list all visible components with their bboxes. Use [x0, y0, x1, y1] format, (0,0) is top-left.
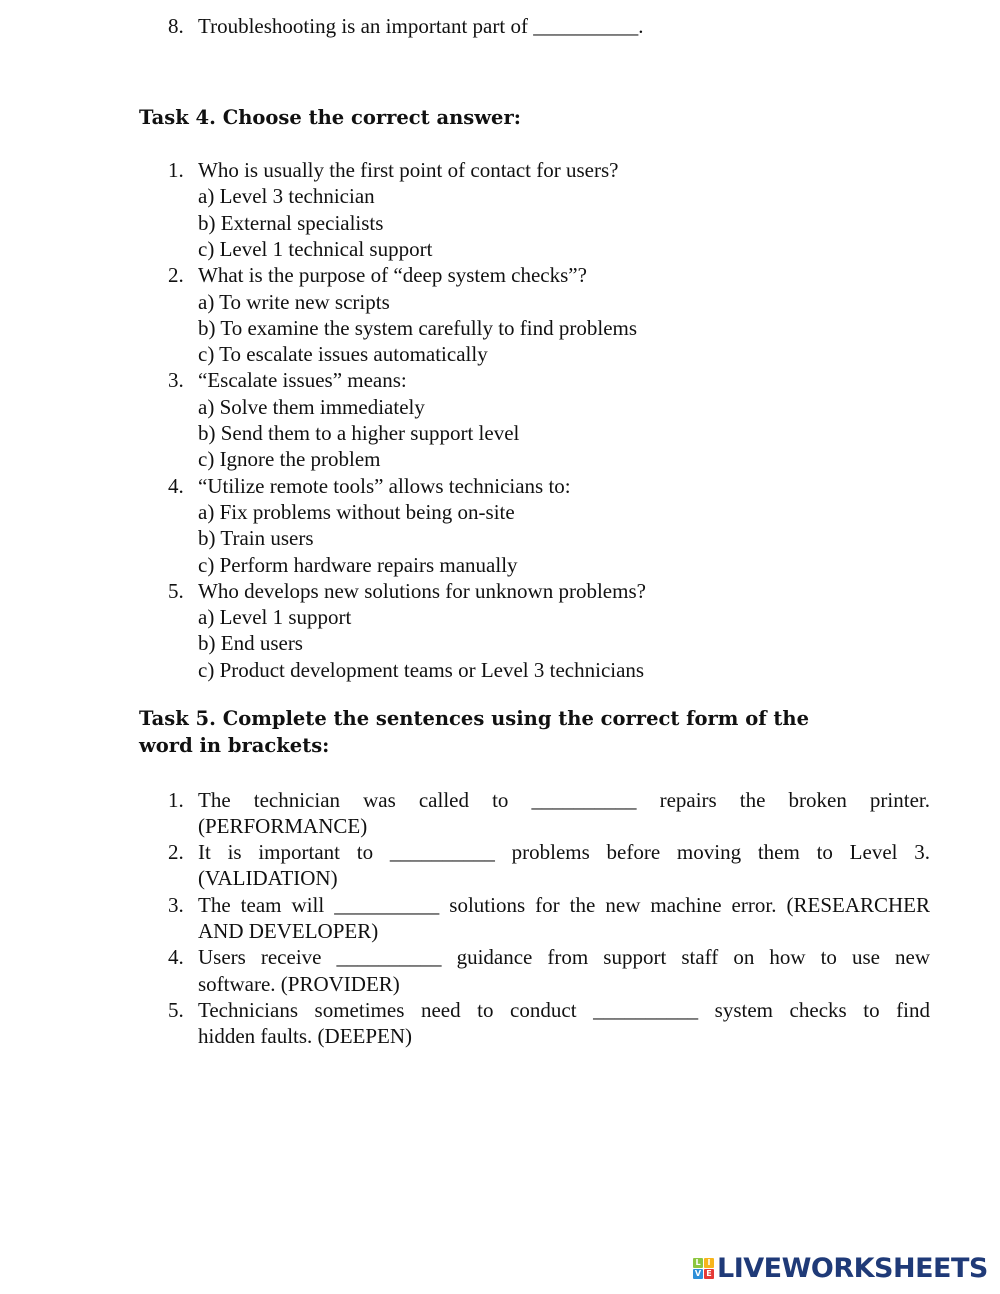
answer-option-text: c) Level 1 technical support — [198, 236, 433, 261]
answer-option-text: b) Send them to a higher support level — [198, 421, 520, 445]
answer-option-text: a) Fix problems without being on-site — [198, 499, 515, 524]
answer-option-text: a) Solve them immediately — [198, 394, 425, 419]
question-text: What is the purpose of “deep system checks”? — [198, 263, 587, 288]
item-number: 1. — [168, 158, 184, 182]
logo-text: LIVEWORKSHEETS — [717, 1253, 988, 1284]
question-text: “Utilize remote tools” allows technicians to: — [198, 473, 571, 498]
sentence-continuation-text: AND DEVELOPER) — [198, 919, 379, 943]
question-text: Who develops new solutions for unknown problems? — [198, 578, 646, 603]
item-number: 2. — [168, 840, 184, 865]
item-number: 2. — [168, 263, 184, 288]
task5-heading — [139, 705, 939, 759]
item-text: Troubleshooting is an important part of __________. — [198, 14, 644, 38]
logo-tile: V — [694, 1269, 702, 1278]
sentence-continuation-text: (PERFORMANCE) — [198, 813, 368, 838]
answer-option-text: b) End users — [198, 631, 303, 656]
answer-option-text: a) Level 3 technician — [198, 184, 375, 209]
sentence-continuation-text: hidden faults. (DEEPEN) — [198, 1024, 413, 1049]
sentence-continuation-text: (VALIDATION) — [198, 866, 338, 891]
item-number: 4. — [168, 473, 184, 498]
task5-heading-line2: word in brackets: — [139, 734, 330, 757]
question-text: Who is usually the first point of contact for users? — [198, 158, 619, 182]
logo-tile: L — [693, 1258, 703, 1268]
item-number: 3. — [168, 892, 184, 917]
sentence-text: The team will __________ solutions for the new machine error. (RESEARCHER — [198, 892, 930, 917]
item-number: 5. — [168, 997, 184, 1022]
logo-tile: I — [704, 1258, 714, 1268]
task4-heading: Task 4. Choose the correct answer: — [139, 106, 521, 129]
item-number: 8. — [168, 14, 184, 38]
sentence-text: Technicians sometimes need to conduct __________ system checks to find — [198, 997, 930, 1022]
liveworksheets-logo — [693, 1253, 988, 1284]
answer-option-text: b) To examine the system carefully to find problems — [198, 315, 638, 340]
answer-option-text: c) To escalate issues automatically — [198, 342, 488, 367]
item-number: 3. — [168, 368, 184, 393]
answer-option-text: c) Perform hardware repairs manually — [198, 552, 518, 577]
sentence-text: The technician was called to __________ repairs the broken printer. — [198, 787, 930, 812]
sentence-continuation-text: software. (PROVIDER) — [198, 971, 400, 996]
item-number: 1. — [168, 787, 184, 812]
answer-option-text: a) To write new scripts — [198, 289, 390, 314]
item-number: 5. — [168, 578, 184, 603]
answer-option-text: c) Product development teams or Level 3 technicians — [198, 657, 645, 682]
answer-option-text: a) Level 1 support — [198, 605, 352, 630]
answer-option-text: c) Ignore the problem — [198, 447, 381, 472]
item-number: 4. — [168, 945, 184, 970]
logo-tiles-icon — [693, 1258, 714, 1279]
sentence-text: Users receive __________ guidance from support staff on how to use new — [198, 945, 930, 970]
question-text: “Escalate issues” means: — [198, 368, 407, 393]
task5-heading-line1: Task 5. Complete the sentences using the correct form of the — [139, 707, 810, 730]
logo-tile: E — [704, 1269, 714, 1279]
answer-option-text: b) External specialists — [198, 210, 384, 235]
answer-option-text: b) Train users — [198, 526, 314, 551]
sentence-text: It is important to __________ problems before moving them to Level 3. — [198, 840, 930, 865]
